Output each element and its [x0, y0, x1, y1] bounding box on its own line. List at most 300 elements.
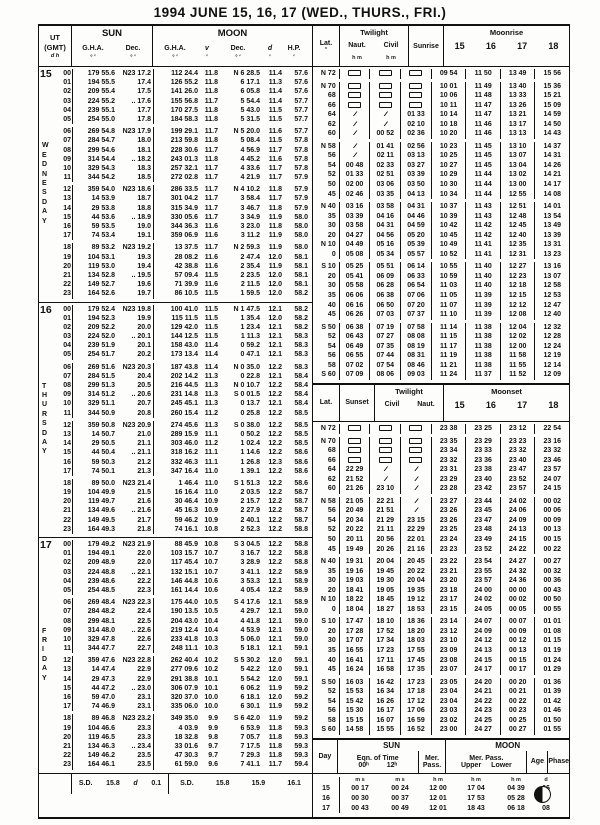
lat-row — [313, 497, 569, 507]
moon-gha: 59 46.2 — [174, 516, 198, 524]
lower-header: Lower — [491, 761, 512, 769]
hour: 04 — [53, 341, 73, 350]
moon-dec: 5 43.0 — [240, 106, 260, 114]
hour: 08 — [53, 381, 73, 390]
moonrise-16: 11 39 — [466, 310, 501, 320]
moon-dec: 5 31.5 — [240, 115, 260, 123]
moonset-16: 23 45 — [466, 506, 501, 516]
day-rows — [53, 69, 312, 299]
moon-v: 11.8 — [204, 115, 218, 123]
ephemeris-row — [53, 243, 312, 252]
moonrise-16: 11 39 — [466, 301, 501, 311]
moon-hp: 59.1 — [294, 675, 308, 683]
moon-hp: 58.0 — [294, 213, 308, 221]
moonset-17: 00 02 — [501, 595, 536, 605]
sun-gha: 299 51.3 — [87, 382, 115, 389]
sun-gha: 164 46.1 — [87, 761, 115, 769]
moon-gha: 248 11.1 — [171, 645, 198, 653]
day-gutter — [39, 540, 53, 770]
weekday-letter: A — [42, 665, 48, 673]
bottom-header — [313, 740, 569, 774]
weekday-letter: D — [42, 429, 48, 437]
moon-hp: 59.1 — [294, 645, 308, 653]
day-rows — [53, 540, 312, 770]
moonset-15: 23 22 — [432, 557, 467, 567]
civil-twilight: 07 35 — [370, 342, 401, 352]
moonset-15: 23 18 — [432, 586, 467, 596]
moon-dec: 4 41.8 — [240, 617, 260, 625]
moon-caption: MOON — [217, 28, 248, 39]
moon-hp: 59.0 — [294, 617, 308, 625]
moonrise-17: 12 45 — [501, 221, 536, 231]
latitude: 30 — [313, 636, 340, 646]
moon-v: 11.6 — [204, 223, 218, 230]
moonset-17: 23 57 — [501, 484, 536, 494]
sun-gha: 209 48.9 — [87, 559, 115, 567]
moonset-18: 00 32 — [543, 567, 561, 575]
moon-dec: 4 53.9 — [240, 626, 260, 634]
moon-hp: 58.1 — [294, 253, 308, 261]
moon-dec: 2 15.7 — [240, 498, 260, 506]
sun-dec: 22.9 — [115, 675, 154, 684]
hour: 01 — [53, 78, 73, 87]
moon-d: 12.1 — [268, 626, 282, 634]
moonrise-day-15: 15 — [454, 41, 465, 51]
naut-twilight: 05 58 — [340, 281, 371, 291]
civil-twilight — [370, 437, 401, 447]
moon-gha: 71 39.9 — [174, 281, 198, 289]
moonset-15: 23 04 — [432, 697, 467, 707]
moonset-16: 24 09 — [466, 627, 501, 637]
moonset-15: 23 05 — [432, 678, 467, 688]
civil-twilight — [370, 110, 401, 120]
sun-dec: 20.2 — [115, 350, 154, 359]
sunrise: 07 06 — [401, 291, 432, 301]
moon-gha-header: G.H.A. — [164, 44, 186, 52]
latitude: 52 — [313, 170, 340, 180]
sun-dec: 18.0 — [115, 136, 154, 145]
weekday-letter: U — [42, 401, 48, 409]
moon-v: 11.6 — [204, 281, 218, 289]
hour: 06 — [53, 598, 73, 607]
lat-row — [313, 120, 569, 130]
phase-header: Phase — [548, 758, 569, 766]
moonrise-header-group — [444, 26, 569, 66]
sun-continuous-icon — [348, 92, 361, 98]
lat-row — [313, 221, 569, 231]
moonset-15: 23 12 — [432, 627, 467, 637]
eqn-00h: 00 17 — [351, 784, 369, 792]
hour: 16 — [53, 693, 73, 702]
lat-header — [313, 26, 340, 66]
sunrise: 02 36 — [401, 129, 432, 139]
moonrise-16: 11 46 — [466, 120, 501, 130]
moon-d: 12.1 — [268, 635, 282, 643]
moon-v: 10.3 — [204, 645, 218, 653]
moon-dec: 5 08.4 — [240, 137, 260, 145]
moon-d: 12.0 — [268, 314, 282, 322]
bottom-row — [313, 804, 569, 814]
naut-twilight: 18 53 — [401, 605, 432, 615]
lat-row — [313, 202, 569, 212]
moon-age: 08 — [542, 804, 550, 812]
moon-v: 9.6 — [208, 761, 218, 769]
civil-twilight: 23 10 — [370, 484, 401, 494]
day-gutter — [39, 69, 53, 299]
hour: 09 — [53, 626, 73, 635]
sun-continuous-icon — [348, 447, 361, 453]
civil-twilight: 03 06 — [370, 180, 401, 190]
latitude: 56 — [313, 151, 340, 161]
units: h m — [352, 55, 362, 61]
moon-hp: 57.6 — [294, 79, 308, 87]
sun-dec: N23 20.9 — [115, 421, 154, 430]
ephemeris-row — [53, 87, 312, 96]
hour: 08 — [53, 146, 73, 155]
sun-dec: .. 23.4 — [115, 742, 154, 751]
moon-d: 11.9 — [268, 232, 282, 240]
hour: 04 — [53, 577, 73, 586]
sunrise: 03 50 — [401, 180, 432, 190]
ephemeris-row — [53, 399, 312, 408]
naut-header: Naut. — [417, 400, 435, 408]
moonrise-15: 10 37 — [432, 202, 467, 212]
moonset-18: 23 32 — [543, 447, 561, 455]
sunset: 16 41 — [340, 656, 371, 666]
ephemeris-row — [53, 136, 312, 145]
sunset: 21 52 — [340, 475, 371, 485]
moon-gha: 306 07.9 — [170, 684, 198, 692]
moon-hp: 59.2 — [294, 703, 308, 711]
sun-gha: 314 51.2 — [87, 391, 115, 399]
latitude: S 10 — [313, 617, 340, 627]
moonrise-18: 14 01 — [543, 203, 561, 211]
civil-twilight: 07 44 — [370, 351, 401, 361]
sun-gha: 239 55.1 — [87, 106, 115, 114]
moon-dec: N 0 10.7 — [233, 382, 260, 389]
moon-dec: 6 06.2 — [240, 684, 260, 692]
moon-dec: 1 23.4 — [240, 323, 260, 331]
sun-gha: 209 55.4 — [87, 88, 115, 96]
sun-dec: .. 18.9 — [115, 213, 154, 222]
sun-caption: SUN — [101, 28, 123, 39]
ephemeris-row — [53, 363, 312, 372]
moonrise-18: 13 49 — [543, 222, 561, 230]
sun-continuous-icon — [379, 447, 392, 453]
moon-gha: 132 15.1 — [170, 568, 198, 576]
sun-gha: 254 51.7 — [87, 351, 115, 359]
civil-twilight: 15 55 — [370, 725, 401, 735]
moon-dec: 7 05.7 — [240, 733, 260, 741]
moon-gha: 315 34.9 — [170, 204, 198, 212]
moon-gha: 61 59.0 — [174, 761, 198, 769]
sun-continuous-icon — [409, 438, 422, 444]
moonset-16: 24 12 — [466, 636, 501, 646]
sun-dec: N23 23.2 — [115, 714, 154, 723]
ephemeris-row — [53, 78, 312, 87]
sun-dec: 22.0 — [115, 549, 154, 558]
moonrise-15: 10 34 — [432, 190, 467, 200]
lat-row — [313, 605, 569, 615]
civil-twilight: 17 34 — [370, 636, 401, 646]
moon-v: 9.8 — [208, 733, 218, 741]
naut-twilight: 03 39 — [340, 212, 371, 222]
lat-row — [313, 725, 569, 735]
sun-dec: 19.4 — [115, 262, 154, 271]
moon-sd-16: 15.9 — [251, 780, 266, 787]
moonrise-17: 12 31 — [501, 250, 536, 260]
naut-twilight: 17 35 — [401, 665, 432, 675]
latitude: 68 — [313, 446, 340, 456]
latitude: 30 — [313, 576, 340, 586]
moon-v: 11.0 — [204, 467, 218, 475]
sunrise — [401, 91, 432, 101]
latitude: 60 — [313, 129, 340, 139]
moonset-17: 24 27 — [501, 557, 536, 567]
civil-twilight: 16 34 — [370, 687, 401, 697]
moon-d: 12.1 — [268, 577, 282, 585]
latitude: 56 — [313, 506, 340, 516]
moon-gha: 155 56.8 — [170, 97, 198, 105]
ephemeris-row — [53, 702, 312, 711]
latitude: 20 — [313, 272, 340, 282]
moonrise-15: 10 45 — [432, 231, 467, 241]
sun-gha: 149 46.2 — [87, 752, 115, 760]
moonset-17: 00 25 — [501, 716, 536, 726]
sun-gha: 104 49.9 — [87, 489, 115, 497]
moon-hp: 59.2 — [294, 694, 308, 701]
hour: 20 — [53, 497, 73, 506]
moonrise-15: 10 27 — [432, 161, 467, 171]
ephemeris-row — [53, 350, 312, 359]
moonset-18: 01 50 — [543, 716, 561, 724]
moon-dec: 1 11.3 — [240, 333, 260, 341]
civil-twilight: 04 56 — [370, 231, 401, 241]
day-number: 15 — [40, 68, 52, 80]
moon-hp: 57.6 — [294, 88, 308, 96]
sun-sd-value: 15.8 — [106, 780, 120, 787]
naut-twilight: 18 03 — [401, 636, 432, 646]
day: 15 — [313, 784, 340, 794]
civil-twilight: 20 56 — [370, 535, 401, 545]
moonset-16: 23 38 — [466, 465, 501, 475]
sunset: 19 49 — [340, 545, 371, 555]
moon-gha: 219 12.4 — [170, 626, 198, 634]
naut-twilight: 17 06 — [401, 706, 432, 716]
sunset: 18 41 — [340, 586, 371, 596]
moonrise-18: 13 54 — [543, 212, 561, 220]
moon-v: 10.7 — [204, 559, 218, 567]
moon-v: 11.2 — [204, 409, 218, 417]
day-number: 17 — [40, 539, 52, 551]
sun-dec: N23 19.2 — [115, 243, 154, 252]
naut-twilight: 01 33 — [340, 170, 371, 180]
latitude: S 50 — [313, 323, 340, 333]
moon-v: 11.3 — [204, 421, 218, 429]
moon-hp: 58.9 — [294, 568, 308, 576]
moon-hp: 58.2 — [294, 305, 308, 313]
moon-dec: S 0 38.0 — [233, 421, 260, 429]
moonrise-17: 13 33 — [501, 91, 536, 101]
sun-gha: 14 53.9 — [91, 195, 115, 203]
sunrise: 04 46 — [401, 212, 432, 222]
latitude: 54 — [313, 161, 340, 171]
naut-twilight: 22 29 — [401, 525, 432, 535]
hour: 15 — [53, 213, 73, 222]
civil-twilight — [370, 424, 401, 434]
ephemeris-row — [53, 467, 312, 476]
hour: 11 — [53, 409, 73, 418]
moon-gha: 115 11.5 — [171, 314, 198, 322]
sun-continuous-icon — [348, 83, 361, 89]
sun-dec: 23.5 — [115, 760, 154, 769]
sun-dec: 21.7 — [115, 516, 154, 525]
sun-moon-header — [39, 26, 312, 67]
moonset-18: 01 39 — [543, 688, 561, 696]
sun-dec-units: ° ′ — [130, 55, 136, 61]
sun-dec: 23.3 — [115, 733, 154, 742]
ephemeris-row — [53, 458, 312, 467]
naut-twilight: 04 49 — [340, 240, 371, 250]
moonset-18: 00 15 — [543, 535, 561, 543]
naut-twilight: 23 15 — [401, 516, 432, 526]
moon-dec: 1 59.5 — [240, 290, 260, 298]
sun-gha: 164 49.3 — [87, 525, 115, 533]
moon-d: 12.1 — [268, 645, 282, 653]
lat-row — [313, 627, 569, 637]
sun-continuous-icon — [379, 70, 392, 76]
day-block — [39, 67, 312, 303]
moon-hp: 58.2 — [294, 314, 308, 322]
lat-row — [313, 687, 569, 697]
sun-dec: 17.8 — [115, 115, 154, 124]
moon-dec: 2 40.1 — [240, 516, 260, 524]
moon-gha: 303 46.0 — [170, 440, 198, 448]
sunrise: 06 14 — [401, 262, 432, 272]
moonrise-15: 11 03 — [432, 281, 467, 291]
moonrise-15: 10 52 — [432, 250, 467, 260]
moon-hp: 59.2 — [294, 715, 308, 723]
moonrise-18: 14 59 — [543, 111, 561, 119]
sunrise: 06 33 — [401, 272, 432, 282]
sun-gha: 314 48.0 — [87, 626, 115, 634]
moon-gha: 344 36.3 — [170, 223, 198, 230]
moon-hp: 58.5 — [294, 430, 308, 438]
moonrise-caption: Moonrise — [489, 28, 524, 37]
sun-dec: 22.2 — [115, 577, 154, 586]
sun-continuous-icon — [379, 425, 392, 431]
moonset-18: 00 22 — [543, 545, 561, 553]
moon-dec: S 3 04.5 — [233, 541, 260, 548]
moon-hp: 58.9 — [294, 577, 308, 585]
moon-d: 11.9 — [268, 213, 282, 221]
sun-gha: 359 50.8 — [87, 421, 115, 429]
moon-v: 10.7 — [204, 568, 218, 576]
naut-twilight — [340, 129, 371, 139]
moon-gha: 272 02.8 — [170, 174, 198, 182]
moon-mer-pass-lower: 04 39 — [507, 784, 525, 792]
moonrise-15: 10 59 — [432, 272, 467, 282]
unit-label: h m — [511, 776, 521, 783]
lat-row — [313, 262, 569, 272]
moon-dec: 3 46.7 — [240, 204, 260, 212]
moon-gha: 88 45.9 — [174, 541, 198, 548]
moonset-18: 00 09 — [543, 516, 561, 524]
moonset-16: 23 55 — [466, 567, 501, 577]
day-block — [39, 303, 312, 539]
moon-d: 12.2 — [268, 568, 282, 576]
sun-gha: 29 50.5 — [91, 440, 115, 448]
day: 17 — [313, 804, 340, 814]
weekday-letter: S — [42, 189, 47, 197]
moonrise-16: 11 45 — [466, 161, 501, 171]
civil-twilight: 21 29 — [370, 516, 401, 526]
moonrise-17: 12 55 — [501, 190, 536, 200]
sunset: 16 24 — [340, 665, 371, 675]
latitude: 54 — [313, 516, 340, 526]
sun-gha: 44 53.6 — [91, 213, 115, 221]
moon-mer-pass-lower: 05 28 — [507, 794, 525, 802]
sun-continuous-icon — [409, 457, 422, 463]
sun-continuous-icon — [409, 83, 422, 89]
ephemeris-row — [53, 97, 312, 106]
moon-d: 11.7 — [268, 195, 282, 203]
civil-twilight: 16 58 — [370, 665, 401, 675]
naut-twilight: 04 27 — [340, 231, 371, 241]
sun-continuous-icon — [409, 92, 422, 98]
latitude: N 72 — [313, 424, 340, 434]
moon-d: 11.9 — [268, 244, 282, 252]
moon-hp: 57.9 — [294, 174, 308, 182]
moonset-16: 24 17 — [466, 665, 501, 675]
sun-gha: 89 46.8 — [91, 715, 115, 723]
moon-d: 12.1 — [268, 342, 282, 350]
moon-gha: 301 04.2 — [170, 195, 198, 203]
naut-twilight: 19 12 — [401, 595, 432, 605]
moonrise-16: 11 39 — [466, 291, 501, 301]
moon-hp: 59.3 — [294, 724, 308, 732]
moon-hp: 58.8 — [294, 550, 308, 558]
naut-twilight — [401, 437, 432, 447]
lat-row — [313, 646, 569, 656]
lat-row — [313, 272, 569, 282]
moonrise-18: 14 37 — [543, 142, 561, 150]
moon-sd-15: 15.8 — [215, 780, 230, 787]
moon-dec: 6 17.1 — [240, 79, 260, 87]
moonset-16: 24 02 — [466, 595, 501, 605]
naut-twilight — [401, 484, 432, 494]
moonset-17: 24 36 — [501, 576, 536, 586]
latitude: N 40 — [313, 557, 340, 567]
weekday-letter: E — [42, 151, 47, 159]
moon-v: 9.7 — [208, 752, 218, 760]
moon-v: 11.3 — [204, 400, 218, 408]
ephemeris-row — [53, 439, 312, 448]
moon-d: 12.2 — [268, 525, 282, 533]
moon-d-header: d — [267, 44, 273, 52]
moon-gha: 161 14.4 — [170, 586, 198, 594]
moon-d: 12.2 — [268, 541, 282, 548]
moonset-17: 00 05 — [501, 605, 536, 615]
moon-v: 10.2 — [204, 666, 218, 674]
sun-dec: 23.1 — [115, 693, 154, 702]
ephemeris-row — [53, 549, 312, 558]
lat-row — [313, 525, 569, 535]
moonset-18: 23 16 — [543, 437, 561, 445]
moonrise-18: 15 36 — [543, 82, 561, 90]
sun-gha: 314 54.4 — [87, 155, 115, 163]
sun-gha: 14 47.4 — [91, 666, 115, 674]
